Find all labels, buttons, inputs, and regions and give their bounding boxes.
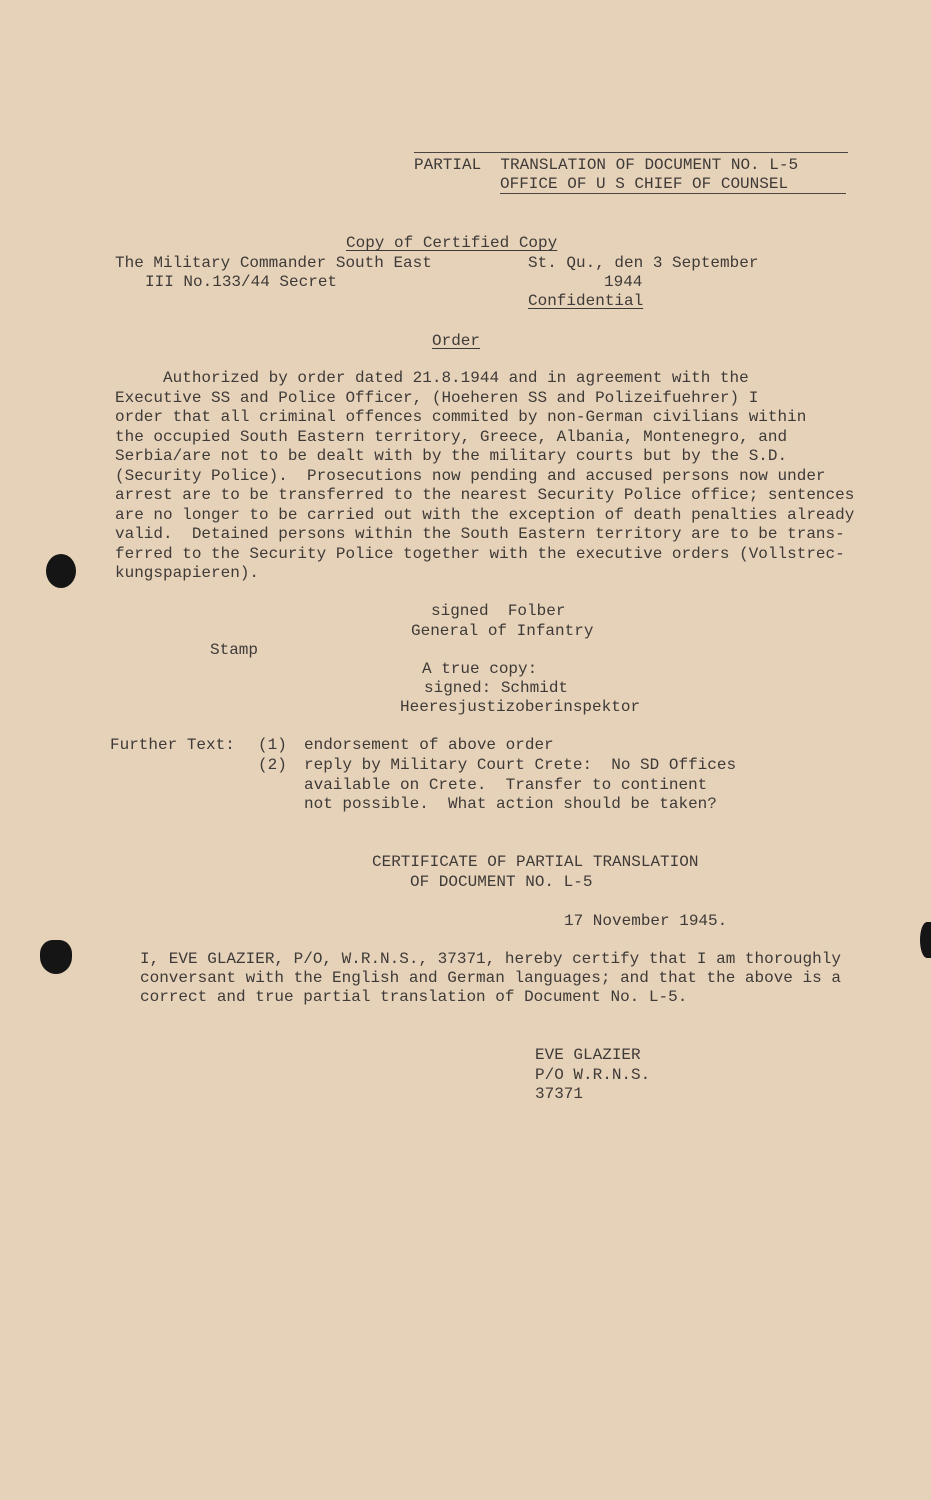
place-date-line-1: St. Qu., den 3 September <box>528 254 759 272</box>
header-bottom-rule <box>500 193 846 194</box>
order-body-line: Authorized by order dated 21.8.1944 and in agreement with the <box>115 369 749 387</box>
sender-line-2: III No.133/44 Secret <box>145 273 338 291</box>
general-rank: General of Infantry <box>411 622 594 640</box>
certificate-title-2: OF DOCUMENT NO. L-5 <box>410 873 593 891</box>
signed-folber: signed Folber <box>431 602 566 620</box>
order-body-line: (Security Police). Prosecutions now pending and accused persons now under <box>115 466 826 485</box>
further-item-2-line: not possible. What action should be taken? <box>304 795 717 813</box>
order-body-line: are no longer to be carried out with the exception of death penalties already <box>115 505 855 524</box>
certificate-title: CERTIFICATE OF PARTIAL TRANSLATION <box>372 853 699 871</box>
order-body-line: order that all criminal offences commited by non-German civilians within <box>115 408 807 426</box>
place-date-year: 1944 <box>604 273 643 291</box>
sender-line-1: The Military Commander South East <box>115 254 432 272</box>
schmidt-title: Heeresjustizoberinspektor <box>400 698 641 716</box>
order-body <box>115 369 875 584</box>
header-office: OFFICE OF U S CHIEF OF COUNSEL <box>500 175 789 193</box>
punch-hole-lower <box>40 940 72 974</box>
punch-hole-upper <box>46 554 76 588</box>
order-body-line: ferred to the Security Police together with the executive orders (Vollstrec- <box>115 544 845 563</box>
further-item-2-number: (2) <box>258 756 287 774</box>
order-body-line: Executive SS and Police Officer, (Hoeheren SS and Polizeifuehrer) I <box>115 388 759 407</box>
further-item-1-number: (1) <box>258 736 287 754</box>
order-body-line: the occupied South Eastern territory, Greece, Albania, Montenegro, and <box>115 427 788 446</box>
order-body-line: Serbia/are not to be dealt with by the military courts but by the S.D. <box>115 447 788 465</box>
certificate-body-line: correct and true partial translation of Document No. L-5. <box>140 988 688 1006</box>
further-item-1-text: endorsement of above order <box>304 736 554 754</box>
translator-number: 37371 <box>535 1085 584 1103</box>
header-title: PARTIAL TRANSLATION OF DOCUMENT NO. L-5 <box>414 156 799 174</box>
certificate-body-line: conversant with the English and German languages; and that the above is a <box>140 969 841 987</box>
order-body-line: valid. Detained persons within the South Eastern territory are to be trans- <box>115 525 845 543</box>
confidential-label: Confidential <box>528 292 644 310</box>
header-top-rule <box>414 152 848 153</box>
copy-title: Copy of Certified Copy <box>346 234 558 252</box>
edge-hole-right <box>920 922 931 958</box>
order-title: Order <box>432 332 481 350</box>
further-text-label: Further Text: <box>110 736 235 754</box>
stamp-label: Stamp <box>210 641 259 659</box>
translator-name: EVE GLAZIER <box>535 1046 641 1064</box>
certificate-date: 17 November 1945. <box>564 912 728 930</box>
further-item-2-line: available on Crete. Transfer to continent <box>304 776 708 794</box>
further-item-2-line: reply by Military Court Crete: No SD Offices <box>304 756 737 774</box>
order-body-line: arrest are to be transferred to the nearest Security Police office; sentences <box>115 486 855 504</box>
signed-schmidt: signed: Schmidt <box>424 679 569 697</box>
certificate-body-line: I, EVE GLAZIER, P/O, W.R.N.S., 37371, hereby certify that I am thoroughly <box>140 950 841 968</box>
true-copy-label: A true copy: <box>422 660 538 678</box>
translator-rank: P/O W.R.N.S. <box>535 1066 651 1084</box>
order-body-line: kungspapieren). <box>115 564 260 582</box>
